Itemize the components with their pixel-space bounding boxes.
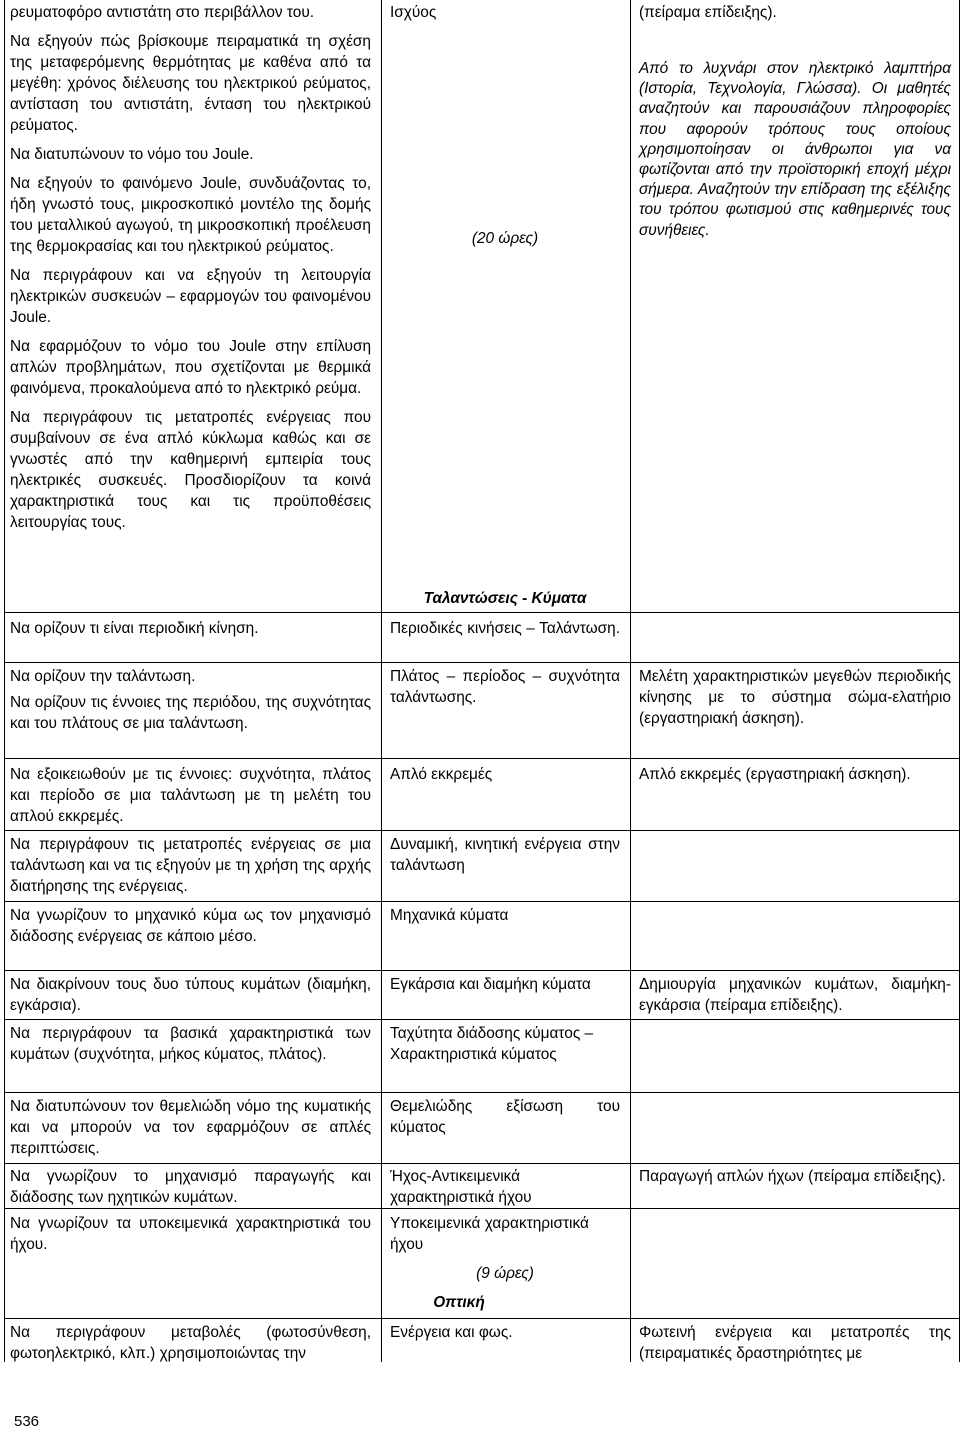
objective-text: Να γνωρίζουν τα υποκειμενικά χαρακτηριστικά του ήχου. [10, 1215, 371, 1253]
column-divider [630, 0, 631, 1362]
column-divider [381, 0, 382, 1362]
objective-text: Να ορίζουν τις έννοιες της περιόδου, της συχνότητας και του πλάτους σε μια ταλάντωση. [10, 694, 371, 732]
objective-text: Να ορίζουν την ταλάντωση. [10, 668, 196, 685]
hours-label: (9 ώρες) [476, 1265, 534, 1282]
objective-text: Να διακρίνουν τους δυο τύπους κυμάτων (διαμήκη, εγκάρσια). [10, 976, 371, 1014]
row-divider [4, 1208, 959, 1209]
objective-text: Να εξηγούν το φαινόμενο Joule, συνδυάζοντας το, ήδη γνωστό τους, μικροσκοπικό μοντέλο της δομής του μεταλλικού αγωγού, τη μικροσκοπική προέλευση της θερμοκρασίας και του ηλεκτρικού ρεύματος. [10, 175, 371, 255]
topic-text: Περιοδικές κινήσεις – Ταλάντωση. [390, 620, 620, 637]
row-divider [4, 830, 959, 831]
row-divider [4, 1163, 959, 1164]
curriculum-table [4, 0, 959, 1362]
topic-text: Ταχύτητα διάδοσης κύματος – Χαρακτηριστικά κύματος [390, 1025, 594, 1063]
section-heading: Οπτική [433, 1294, 485, 1311]
row-divider [4, 1092, 959, 1093]
activity-text: Μελέτη χαρακτηριστικών μεγεθών περιοδικής κίνησης με το σύστημα σώμα-ελατήριο (εργαστηριακή άσκηση). [639, 668, 951, 727]
page-number: 536 [14, 1413, 40, 1430]
hours-label: (20 ώρες) [471, 230, 539, 247]
activity-text: Φωτεινή ενέργεια και μετατροπές της (πειραματικές δραστηριότητες με [639, 1324, 951, 1362]
activity-text: Παραγωγή απλών ήχων (πείραμα επίδειξης). [639, 1168, 946, 1185]
topic-text: Απλό εκκρεμές [390, 766, 493, 783]
topic-text: Εγκάρσια και διαμήκη κύματα [390, 976, 591, 993]
objective-text: Να γνωρίζουν το μηχανισμό παραγωγής και διάδοσης των ηχητικών κυμάτων. [10, 1168, 371, 1206]
objective-text: Να εξηγούν πώς βρίσκουμε πειραματικά τη σχέση της μεταφερόμενης θερμότητας με καθένα από τα μεγέθη: χρόνος διέλευσης του ηλεκτρικού ρεύματος, αντίσταση του αντιστάτη, ένταση του ηλεκτρικού ρεύματος. [10, 33, 371, 134]
topic-text: Μηχανικά κύματα [390, 907, 509, 924]
row-divider [4, 901, 959, 902]
objective-text: Να διατυπώνουν τον θεμελιώδη νόμο της κυματικής και να μπορούν να τον εφαρμόζουν σε απλές περιπτώσεις. [10, 1098, 371, 1157]
row-divider [4, 1019, 959, 1020]
table-border-left [4, 0, 5, 1362]
topic-cell: Ισχύος [390, 4, 437, 21]
topic-text: Ήχος-Αντικειμενικά χαρακτηριστικά ήχου [390, 1168, 532, 1206]
objective-text: Να διατυπώνουν το νόμο του Joule. [10, 146, 254, 163]
row-divider [4, 970, 959, 971]
objectives-cell [10, 666, 371, 734]
activity-text: Δημιουργία μηχανικών κυμάτων, διαμήκη-εγκάρσια (πείραμα επίδειξης). [639, 976, 951, 1014]
row-divider [4, 612, 959, 613]
row-divider [4, 758, 959, 759]
activity-text: Απλό εκκρεμές (εργαστηριακή άσκηση). [639, 766, 911, 783]
objective-text: Να εφαρμόζουν το νόμο του Joule στην επίλυση απλών προβλημάτων, που σχετίζονται με θερμικά φαινόμενα, προκαλούμενα από το ηλεκτρικό ρεύμα. [10, 338, 371, 397]
objective-text: Να περιγράφουν τα βασικά χαρακτηριστικά των κυμάτων (συχνότητα, μήκος κύματος, πλάτος). [10, 1025, 371, 1063]
objective-text: ρευματοφόρο αντιστάτη στο περιβάλλον του. [10, 4, 315, 21]
topic-text: Ενέργεια και φως. [390, 1324, 513, 1341]
objective-text: Να εξοικειωθούν με τις έννοιες: συχνότητα, πλάτος και περίοδο σε μια ταλάντωση με τη μελέτη του απλού εκκρεμές. [10, 766, 371, 825]
topic-text: Πλάτος – περίοδος – συχνότητα ταλάντωσης. [390, 668, 620, 706]
activities-cell: (πείραμα επίδειξης). [639, 4, 777, 21]
objective-text: Να ορίζουν τι είναι περιοδική κίνηση. [10, 620, 259, 637]
objective-text: Να περιγράφουν μεταβολές (φωτοσύνθεση, φωτοηλεκτρικό, κλπ.) χρησιμοποιώντας την [10, 1324, 371, 1362]
topic-text: Θεμελιώδης εξίσωση του κύματος [390, 1098, 620, 1136]
objective-text: Να περιγράφουν τις μετατροπές ενέργειας που συμβαίνουν σε ένα απλό κύκλωμα καθώς και σε γνωστές από την καθημερινή εμπειρία τους ηλεκτρικές συσκευές. Προσδιορίζουν τα κοινά χαρακτηριστικά τους και τις προϋποθέσεις λειτουργίας τους. [10, 409, 371, 531]
section-heading: Ταλαντώσεις - Κύματα [423, 590, 587, 607]
topic-text: Δυναμική, κινητική ενέργεια στην ταλάντωση [390, 836, 620, 874]
objective-text: Να γνωρίζουν το μηχανικό κύμα ως τον μηχανισμό διάδοσης ενέργειας σε κάποιο μέσο. [10, 907, 371, 945]
activities-cell: Από το λυχνάρι στον ηλεκτρικό λαμπτήρα (Ιστορία, Τεχνολογία, Γλώσσα). Οι μαθητές αναζητούν και παρουσιάζουν πληροφορίες που αφορούν τρόπους τους οποίους χρησιμοποίησαν οι άνθρωποι για να φωτίζονται από την προϊστορική εποχή μέχρι σήμερα. Αναζητούν την επίδραση της εξέλιξης του τρόπου φωτισμού στις καθημερινές τους συνήθειες. [639, 60, 951, 239]
row-divider [4, 1318, 959, 1319]
objective-text: Να περιγράφουν και να εξηγούν τη λειτουργία ηλεκτρικών συσκευών – εφαρμογών του φαινομένου Joule. [10, 267, 371, 326]
objective-text: Να περιγράφουν τις μετατροπές ενέργειας σε μια ταλάντωση και να τις εξηγούν με τη χρήση της αρχής διατήρησης της ενέργειας. [10, 836, 371, 895]
row-divider [4, 662, 959, 663]
topic-text: Υποκειμενικά χαρακτηριστικά ήχου [390, 1215, 589, 1253]
objectives-cell [10, 2, 371, 533]
